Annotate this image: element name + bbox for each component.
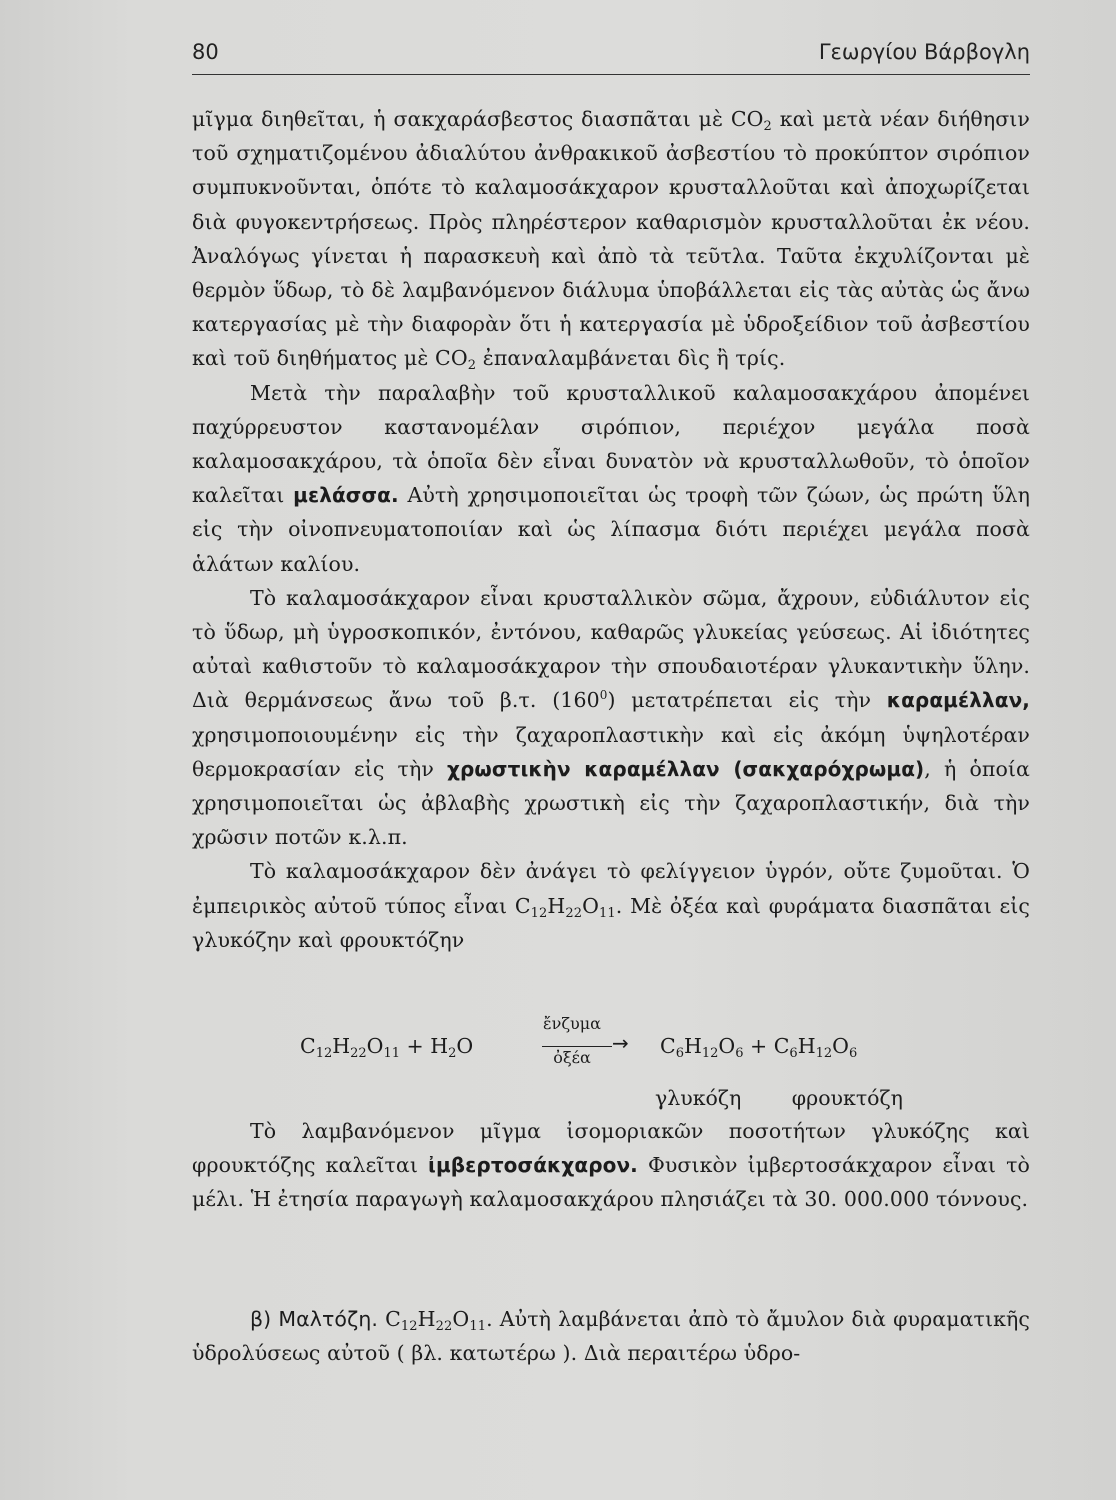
running-head-author: Γεωργίου Βάρβογλη xyxy=(818,40,1030,64)
term-caramel: καραμέλλαν, xyxy=(886,688,1030,713)
hydrolysis-equation xyxy=(300,1016,920,1076)
term-caramel-color: χρωστικὴν καραμέλλαν (σακχαρόχρωμα) xyxy=(447,756,925,781)
page-number: 80 xyxy=(192,40,219,64)
paragraph-maltose: β) Μαλτόζη. $C_{12}H_{22}O_{11}$. Αὐτὴ λαμβάνεται ἀπὸ τὸ ἄμυλον διὰ φυραματικῆς ὑδρολύσεως αὐτοῦ ( βλ. κατωτέρω ). Διὰ περαιτέρω ὑδρο- xyxy=(192,1307,1031,1366)
body-text-upper xyxy=(192,102,1030,957)
label-fructose: φρουκτόζη xyxy=(791,1086,903,1110)
body-text-maltose xyxy=(192,1302,1030,1370)
arrow-shaft xyxy=(542,1046,612,1047)
equation-reactants: $C_{12}H_{22}O_{11} + H_2O$ xyxy=(300,1034,474,1061)
paragraph-properties: Τὸ καλαμοσάκχαρον εἶναι κρυσταλλικὸν σῶμα, ἄχρουν, εὐδιάλυτον εἰς τὸ ὕδωρ, μὴ ὑγροσκοπικόν, ἐντόνου, καθαρῶς γλυκείας γεύσεως. Αἱ ἰδιότητες αὐταὶ καθιστοῦν τὸ καλαμοσάκχαρον τὴν σπουδαιοτέραν γλυκαντικὴν ὕλην. Διὰ θερμάνσεως ἄνω τοῦ β.τ. $(160^0)$ μετατρέπεται εἰς τὴν καραμέλλαν, χρησιμοποιουμένην εἰς τὴν ζαχαροπλαστικὴν καὶ εἰς ἀκόμη ὑψηλοτέραν θερμοκρασίαν εἰς τὴν χρωστικὴν καραμέλλαν (σακχαρόχρωμα), ἡ ὁποία χρησιμοποιεῖται ὡς ἀβλαβὴς χρωστικὴ εἰς τὴν ζαχαροπλαστικήν, διὰ τὴν χρῶσιν ποτῶν κ.λ.π. xyxy=(192,585,1030,850)
paragraph-sucrose-production: μῖγμα διηθεῖται, ἡ σακχαράσβεστος διασπᾶται μὲ $CO_2$ καὶ μετὰ νέαν διήθησιν τοῦ σχηματιζομένου ἀδιαλύτου ἀνθρακικοῦ ἀσβεστίου τὸ προκύπτον σιρόπιον συμπυκνοῦνται, ὁπότε τὸ καλαμοσάκχαρον κρυσταλλοῦται καὶ ἀποχωρίζεται διὰ φυγοκεντρήσεως. Πρὸς πληρέστερον καθαρισμὸν κρυσταλλοῦται ἐκ νέου. Ἀναλόγως γίνεται ἡ παρασκευὴ καὶ ἀπὸ τὰ τεῦτλα. Ταῦτα ἐκχυλίζονται μὲ θερμὸν ὕδωρ, τὸ δὲ λαμβανόμενον διάλυμα ὑποβάλλεται εἰς τὰς αὐτὰς ὡς ἄνω κατεργασίας μὲ τὴν διαφορὰν ὅτι ἡ κατεργασία μὲ ὑδροξείδιον τοῦ ἀσβεστίου καὶ τοῦ διηθήματος μὲ $CO_2$ ἐπαναλαμβάνεται δὶς ἢ τρίς. xyxy=(192,107,1030,374)
catalyst-enzyme: ἔνζυμα xyxy=(543,1014,601,1033)
term-invert-sugar: ἰμβερτοσάκχαρον. xyxy=(428,1153,638,1178)
page-header xyxy=(192,40,1030,74)
label-glucose: γλυκόζη xyxy=(655,1086,742,1110)
section-label-maltose: β) Μαλτόζη. xyxy=(250,1307,379,1331)
paragraph-hydrolysis: Τὸ καλαμοσάκχαρον δὲν ἀνάγει τὸ φελίγγειον ὑγρόν, οὔτε ζυμοῦται. Ὁ ἐμπειρικὸς αὐτοῦ τύπος εἶναι $C_{12}H_{22}O_{11}$. Μὲ ὀξέα καὶ φυράματα διασπᾶται εἰς γλυκόζην καὶ φρουκτόζην xyxy=(192,859,1030,952)
paragraph-molasses: Μετὰ τὴν παραλαβὴν τοῦ κρυσταλλικοῦ καλαμοσακχάρου ἀπομένει παχύρρευστον καστανομέλαν σιρόπιον, περιέχον μεγάλα ποσὰ καλαμοσακχάρου, τὰ ὁποῖα δὲν εἶναι δυνατὸν νὰ κρυσταλλωθοῦν, τὸ ὁποῖον καλεῖται μελάσσα. Αὐτὴ χρησιμοποιεῖται ὡς τροφὴ τῶν ζώων, ὡς πρώτη ὕλη εἰς τὴν οἰνοπνευματοποιίαν καὶ ὡς λίπασμα διότι περιέχει μεγάλα ποσὰ ἁλάτων καλίου. xyxy=(192,380,1030,576)
arrow-head-icon: → xyxy=(612,1031,629,1055)
equation-product-labels xyxy=(655,1086,947,1110)
equation-products: $C_6H_{12}O_6 + C_6H_{12}O_6$ xyxy=(660,1034,858,1061)
paragraph-invert-sugar: Τὸ λαμβανόμενον μῖγμα ἰσομοριακῶν ποσοτήτων γλυκόζης καὶ φρουκτόζης καλεῖται ἰμβερτοσάκχαρον. Φυσικὸν ἰμβερτοσάκχαρον εἶναι τὸ μέλι. Ἡ ἐτησία παραγωγὴ καλαμοσακχάρου πλησιάζει τὰ 30. 000.000 τόννους. xyxy=(192,1119,1030,1212)
header-rule xyxy=(192,74,1030,75)
body-text-lower xyxy=(192,1114,1030,1217)
term-molasses: μελάσσα. xyxy=(293,483,399,508)
catalyst-acid: ὀξέα xyxy=(553,1048,591,1067)
